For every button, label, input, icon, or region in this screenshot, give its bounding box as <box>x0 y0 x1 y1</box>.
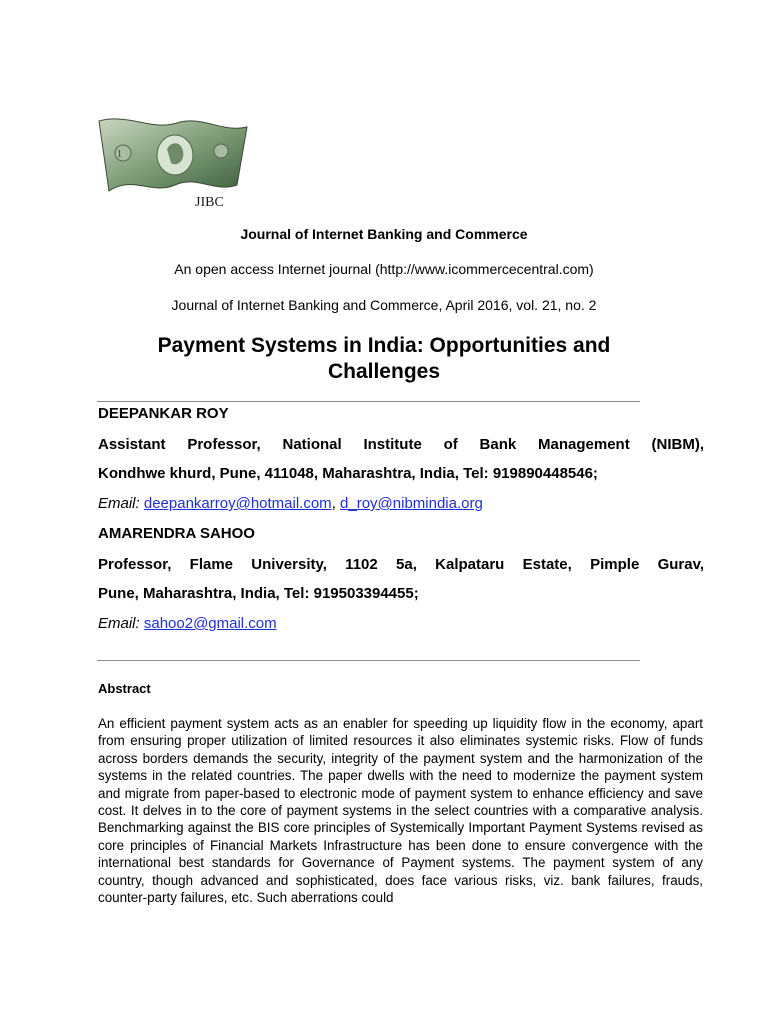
email-label: Email: <box>98 495 140 512</box>
author-affiliation-line: Assistant Professor, National Institute of Bank Management (NIBM), <box>98 436 704 453</box>
paper-title-line-1: Payment Systems in India: Opportunities and <box>157 334 611 357</box>
top-divider <box>97 401 640 402</box>
author-email-row <box>98 495 483 512</box>
journal-subtitle: An open access Internet journal (http://www.icommercecentral.com) <box>174 261 594 277</box>
svg-text:JIBC: JIBC <box>195 195 224 210</box>
svg-text:1: 1 <box>117 149 122 160</box>
journal-citation: Journal of Internet Banking and Commerce, April 2016, vol. 21, no. 2 <box>171 297 597 313</box>
dollar-flag-icon <box>97 113 257 213</box>
email-link[interactable]: sahoo2@gmail.com <box>143 615 277 632</box>
author-email-row <box>98 615 277 632</box>
author-affiliation-line: Kondhwe khurd, Pune, 411048, Maharashtra, India, Tel: 919890448546; <box>98 465 598 482</box>
journal-name: Journal of Internet Banking and Commerce <box>240 226 528 242</box>
email-label: Email: <box>98 615 140 632</box>
author-affiliation-line: Professor, Flame University, 1102 5a, Kalpataru Estate, Pimple Gurav, <box>98 556 704 573</box>
journal-logo <box>97 113 257 213</box>
author-affiliation-line: Pune, Maharashtra, India, Tel: 919503394455; <box>98 585 419 602</box>
email-separator: , <box>331 495 336 512</box>
paper-title <box>0 333 768 385</box>
bottom-divider <box>97 660 640 661</box>
abstract-body: An efficient payment system acts as an enabler for speeding up liquidity flow in the economy, apart from ensuring proper utilization of limited resources it also eliminates systemic risks. Flow of funds across borders demands the security, integrity of the payment system and the harmonization of the systems in the related countries. The paper dwells with the need to modernize the payment system and migrate from paper-based to electronic mode of payment system to enhance efficiency and save cost. It delves in to the core of payment systems in the select countries with a comparative analysis. Benchmarking against the BIS core principles of Systemically Important Payment Systems revised as core principles of Financial Markets Infrastructure has been done to ensure convergence with the international best standards for Governance of Payment systems. The payment system of any country, though advanced and sophisticated, does face various risks, viz. bank failures, frauds, counter-party failures, etc. Such aberrations could <box>98 716 703 906</box>
author-name: DEEPANKAR ROY <box>98 405 229 422</box>
paper-title-line-2: Challenges <box>327 360 441 383</box>
email-link[interactable]: d_roy@nibmindia.org <box>340 495 483 512</box>
email-link[interactable]: deepankarroy@hotmail.com <box>143 495 332 512</box>
abstract-heading: Abstract <box>98 681 151 696</box>
author-name: AMARENDRA SAHOO <box>98 525 255 542</box>
